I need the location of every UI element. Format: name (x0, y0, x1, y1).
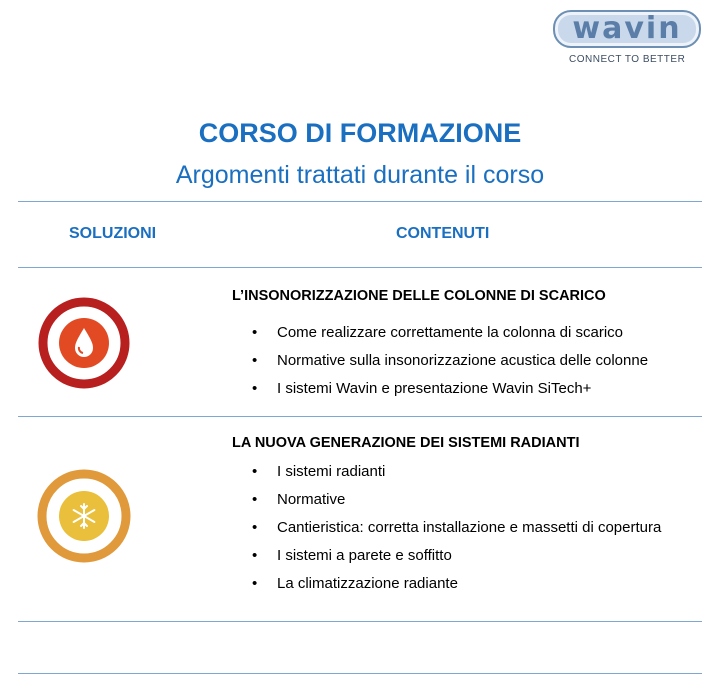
logo-tagline: CONNECT TO BETTER (569, 54, 686, 65)
section-title-soundproofing: L’INSONORIZZAZIONE DELLE COLONNE DI SCARICO (232, 288, 606, 304)
column-header-contents: CONTENUTI (396, 225, 490, 242)
header-divider (18, 267, 702, 268)
list-item: • I sistemi radianti (252, 462, 661, 482)
list-item: • La climatizzazione radiante (252, 574, 661, 594)
page-subtitle: Argomenti trattati durante il corso (175, 161, 545, 189)
table-top-divider (18, 201, 702, 202)
column-header-solutions: SOLUZIONI (69, 225, 157, 242)
list-item: • I sistemi Wavin e presentazione Wavin SiTech+ (252, 379, 648, 399)
water-drop-icon (38, 297, 130, 389)
soundproofing-topics-list (252, 323, 648, 399)
radiant-topics-list (252, 462, 661, 594)
row-divider (18, 416, 702, 417)
list-item: • I sistemi a parete e soffitto (252, 546, 661, 566)
list-item: • Normative sulla insonorizzazione acustica delle colonne (252, 351, 648, 371)
snowflake-icon (37, 469, 131, 563)
section-title-radiant-systems: LA NUOVA GENERAZIONE DEI SISTEMI RADIANTI (232, 435, 580, 451)
list-item: • Normative (252, 490, 661, 510)
row-divider (18, 621, 702, 622)
logo-wordmark: wavin (572, 11, 682, 46)
table-bottom-divider (18, 673, 702, 674)
wavin-logo (553, 10, 703, 66)
page-title: CORSO DI FORMAZIONE (198, 118, 522, 148)
list-item: • Cantieristica: corretta installazione e massetti di copertura (252, 518, 661, 538)
list-item: • Come realizzare correttamente la colonna di scarico (252, 323, 648, 343)
